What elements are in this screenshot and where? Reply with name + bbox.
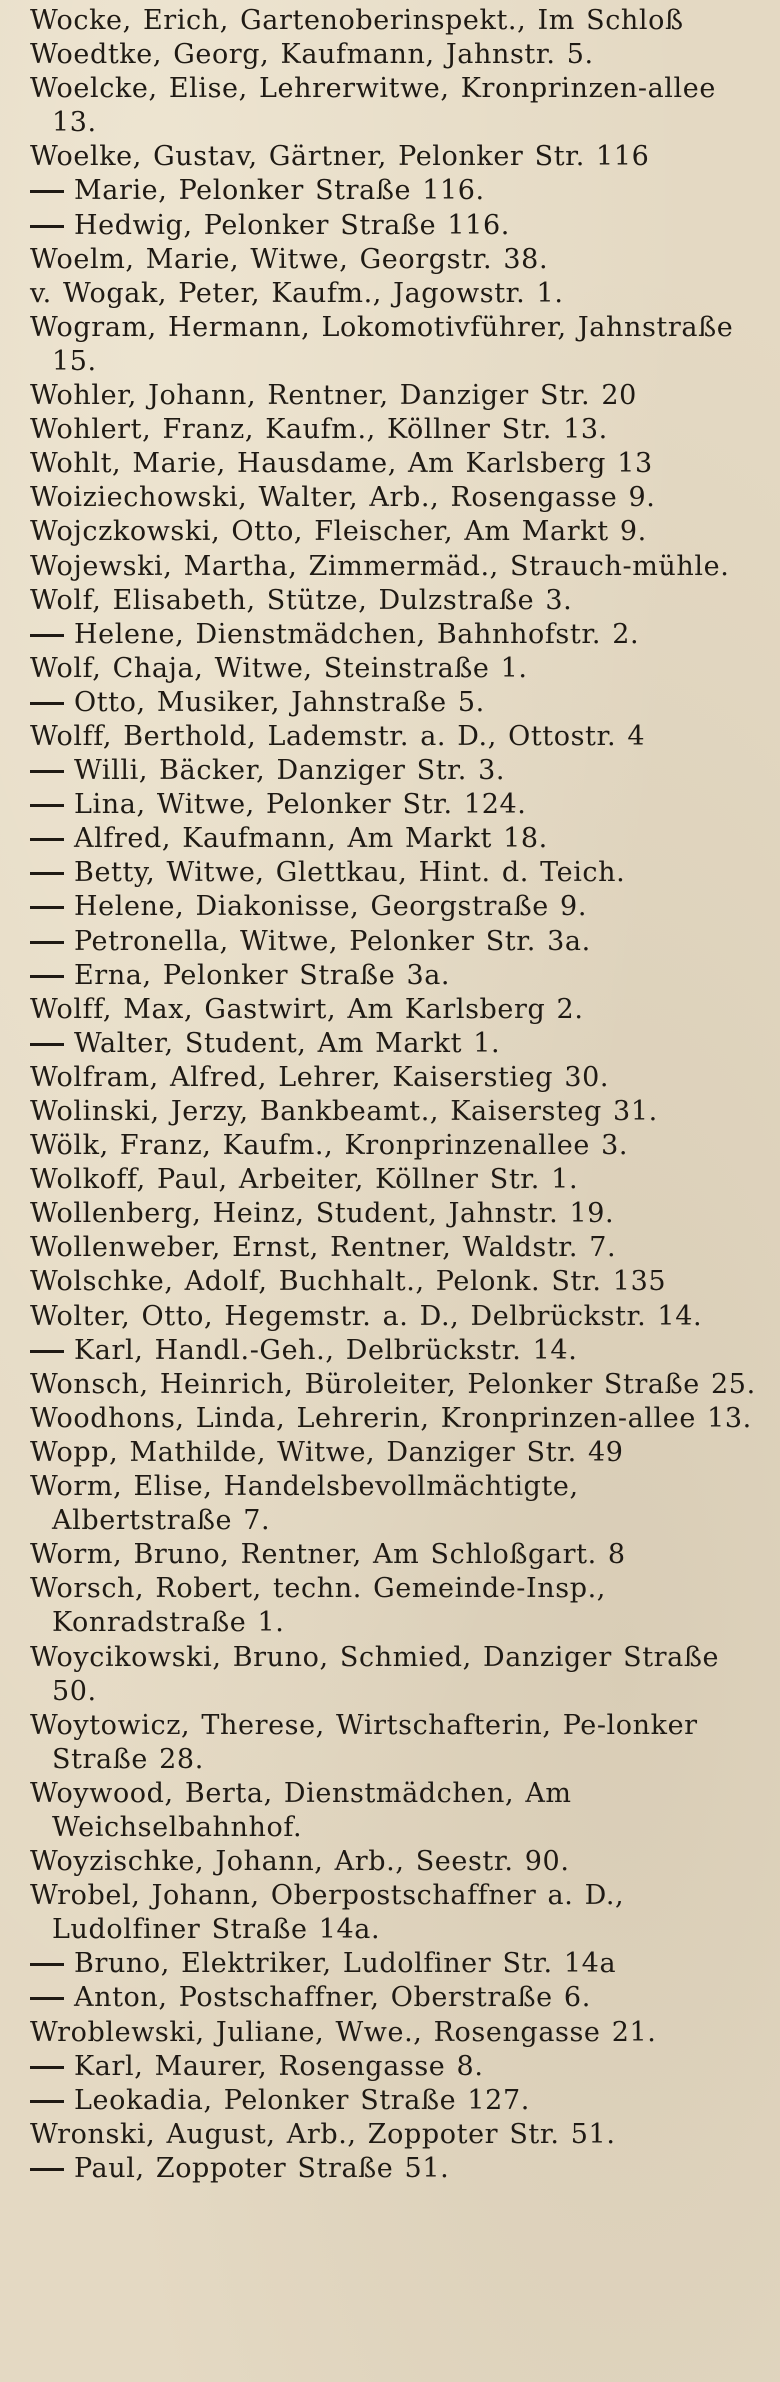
- directory-entry: [30, 1095, 766, 1129]
- directory-entry: [30, 1231, 766, 1265]
- entry-text: Wopp, Mathilde, Witwe, Danziger Str. 49: [30, 1436, 624, 1468]
- directory-entry: [30, 2118, 766, 2152]
- directory-entry: [30, 959, 766, 993]
- entry-text: Otto, Musiker, Jahnstraße 5.: [74, 686, 485, 718]
- directory-entry: [30, 174, 766, 208]
- entry-text: Wojewski, Martha, Zimmermäd., Strauch-mühle.: [30, 550, 730, 582]
- entry-text: v. Wogak, Peter, Kaufm., Jagowstr. 1.: [30, 277, 564, 309]
- entry-text: Leokadia, Pelonker Straße 127.: [74, 2084, 530, 2116]
- directory-entry: [30, 550, 766, 584]
- entry-text: Wolinski, Jerzy, Bankbeamt., Kaisersteg 31.: [30, 1096, 658, 1127]
- directory-entry: [30, 822, 766, 856]
- entry-text: Wohlert, Franz, Kaufm., Köllner Str. 13.: [30, 414, 608, 446]
- ditto-dash: [30, 925, 74, 959]
- directory-entry: [30, 925, 766, 959]
- entry-text: Erna, Pelonker Straße 3a.: [74, 959, 451, 991]
- directory-entry: [30, 243, 766, 277]
- directory-entry: [30, 993, 766, 1027]
- entry-text: Lina, Witwe, Pelonker Str. 124.: [74, 789, 527, 821]
- entry-text: Wojczkowski, Otto, Fleischer, Am Markt 9.: [30, 516, 647, 548]
- directory-entry: [30, 1300, 766, 1334]
- directory-entry: [30, 1265, 766, 1299]
- directory-entry: [30, 4, 766, 38]
- entry-text: Woelcke, Elise, Lehrerwitwe, Kronprinzen-allee 13.: [30, 73, 716, 139]
- directory-entry: [30, 2084, 766, 2118]
- entry-text: Karl, Maurer, Rosengasse 8.: [74, 2050, 484, 2082]
- entry-text: Wolff, Max, Gastwirt, Am Karlsberg 2.: [30, 993, 584, 1025]
- entry-text: Woytowicz, Therese, Wirtschafterin, Pe-lonker Straße 28.: [30, 1709, 698, 1775]
- entry-text: Wolkoff, Paul, Arbeiter, Köllner Str. 1.: [30, 1164, 579, 1196]
- directory-entry-list: [30, 4, 766, 2186]
- entry-text: Wogram, Hermann, Lokomotivführer, Jahnstraße 15.: [30, 311, 734, 377]
- entry-text: Worm, Elise, Handelsbevollmächtigte, Albertstraße 7.: [30, 1471, 579, 1537]
- directory-entry: [30, 277, 766, 311]
- entry-text: Paul, Zoppoter Straße 51.: [74, 2152, 450, 2184]
- ditto-dash: [30, 754, 74, 788]
- entry-text: Petronella, Witwe, Pelonker Str. 3a.: [74, 925, 591, 957]
- entry-text: Wolschke, Adolf, Buchhalt., Pelonk. Str. 135: [30, 1266, 667, 1298]
- directory-entry: [30, 754, 766, 788]
- entry-text: Wolf, Elisabeth, Stütze, Dulzstraße 3.: [30, 584, 573, 616]
- entry-text: Hedwig, Pelonker Straße 116.: [74, 209, 510, 241]
- directory-entry: [30, 311, 766, 379]
- directory-entry: [30, 1777, 766, 1845]
- directory-entry: [30, 1879, 766, 1947]
- directory-entry: [30, 1538, 766, 1572]
- ditto-dash: [30, 2050, 74, 2084]
- entry-text: Wrobel, Johann, Oberpostschaffner a. D., Ludolfiner Straße 14a.: [30, 1880, 625, 1946]
- ditto-dash: [30, 856, 74, 890]
- directory-entry: [30, 1470, 766, 1538]
- directory-entry: [30, 38, 766, 72]
- entry-text: Karl, Handl.-Geh., Delbrückstr. 14.: [74, 1334, 578, 1366]
- entry-text: Wollenberg, Heinz, Student, Jahnstr. 19.: [30, 1198, 615, 1230]
- entry-text: Wohler, Johann, Rentner, Danziger Str. 20: [30, 380, 637, 412]
- entry-text: Worm, Bruno, Rentner, Am Schloßgart. 8: [30, 1539, 626, 1571]
- entry-text: Wocke, Erich, Gartenoberinspekt., Im Schloß: [30, 5, 684, 36]
- ditto-dash: [30, 618, 74, 652]
- entry-text: Wolf, Chaja, Witwe, Steinstraße 1.: [30, 652, 528, 684]
- entry-text: Woedtke, Georg, Kaufmann, Jahnstr. 5.: [30, 39, 594, 71]
- directory-entry: [30, 413, 766, 447]
- entry-text: Wolter, Otto, Hegemstr. a. D., Delbrückstr. 14.: [30, 1300, 703, 1332]
- ditto-dash: [30, 822, 74, 856]
- directory-entry: [30, 1368, 766, 1402]
- directory-entry: [30, 1981, 766, 2015]
- directory-entry: [30, 1947, 766, 1981]
- directory-entry: [30, 2016, 766, 2050]
- directory-entry: [30, 618, 766, 652]
- directory-entry: [30, 2050, 766, 2084]
- entry-text: Woywood, Berta, Dienstmädchen, Am Weichselbahnhof.: [30, 1777, 572, 1843]
- directory-entry: [30, 515, 766, 549]
- entry-text: Willi, Bäcker, Danziger Str. 3.: [74, 755, 506, 787]
- directory-entry: [30, 890, 766, 924]
- directory-entry: [30, 481, 766, 515]
- directory-entry: [30, 209, 766, 243]
- directory-entry: [30, 1641, 766, 1709]
- ditto-dash: [30, 1027, 74, 1061]
- directory-entry: [30, 1334, 766, 1368]
- ditto-dash: [30, 890, 74, 924]
- entry-text: Woyzischke, Johann, Arb., Seestr. 90.: [30, 1846, 570, 1878]
- directory-entry: [30, 1402, 766, 1436]
- directory-entry: [30, 1163, 766, 1197]
- directory-entry: [30, 1572, 766, 1640]
- entry-text: Woycikowski, Bruno, Schmied, Danziger Straße 50.: [30, 1641, 720, 1707]
- entry-text: Wolff, Berthold, Lademstr. a. D., Ottostr. 4: [30, 720, 646, 752]
- entry-text: Alfred, Kaufmann, Am Markt 18.: [74, 823, 548, 855]
- ditto-dash: [30, 2084, 74, 2118]
- directory-entry: [30, 1197, 766, 1231]
- directory-entry: [30, 720, 766, 754]
- directory-entry: [30, 140, 766, 174]
- entry-text: Woiziechowski, Walter, Arb., Rosengasse 9.: [30, 482, 656, 514]
- directory-entry: [30, 447, 766, 481]
- directory-entry: [30, 2152, 766, 2186]
- ditto-dash: [30, 1981, 74, 2015]
- entry-text: Wohlt, Marie, Hausdame, Am Karlsberg 13: [30, 448, 653, 480]
- entry-text: Wolfram, Alfred, Lehrer, Kaiserstieg 30.: [30, 1061, 610, 1093]
- directory-entry: [30, 584, 766, 618]
- directory-entry: [30, 1436, 766, 1470]
- ditto-dash: [30, 209, 74, 243]
- entry-text: Woelke, Gustav, Gärtner, Pelonker Str. 116: [30, 141, 650, 173]
- directory-entry: [30, 1027, 766, 1061]
- ditto-dash: [30, 1947, 74, 1981]
- entry-text: Woelm, Marie, Witwe, Georgstr. 38.: [30, 243, 549, 275]
- directory-entry: [30, 1709, 766, 1777]
- entry-text: Helene, Dienstmädchen, Bahnhofstr. 2.: [74, 618, 640, 650]
- ditto-dash: [30, 174, 74, 208]
- directory-entry: [30, 1845, 766, 1879]
- entry-text: Wroblewski, Juliane, Wwe., Rosengasse 21.: [30, 2016, 657, 2048]
- ditto-dash: [30, 2152, 74, 2186]
- directory-entry: [30, 72, 766, 140]
- entry-text: Betty, Witwe, Glettkau, Hint. d. Teich.: [74, 857, 626, 889]
- entry-text: Anton, Postschaffner, Oberstraße 6.: [74, 1982, 591, 2014]
- directory-entry: [30, 686, 766, 720]
- entry-text: Wölk, Franz, Kaufm., Kronprinzenallee 3.: [30, 1130, 629, 1162]
- directory-entry: [30, 1061, 766, 1095]
- ditto-dash: [30, 686, 74, 720]
- directory-entry: [30, 379, 766, 413]
- directory-entry: [30, 1129, 766, 1163]
- entry-text: Wollenweber, Ernst, Rentner, Waldstr. 7.: [30, 1232, 617, 1264]
- ditto-dash: [30, 788, 74, 822]
- entry-text: Woodhons, Linda, Lehrerin, Kronprinzen-allee 13.: [30, 1402, 752, 1434]
- directory-entry: [30, 652, 766, 686]
- entry-text: Helene, Diakonisse, Georgstraße 9.: [74, 891, 588, 923]
- entry-text: Wonsch, Heinrich, Büroleiter, Pelonker Straße 25.: [30, 1368, 756, 1400]
- entry-text: Walter, Student, Am Markt 1.: [74, 1027, 501, 1059]
- ditto-dash: [30, 959, 74, 993]
- ditto-dash: [30, 1334, 74, 1368]
- entry-text: Wronski, August, Arb., Zoppoter Str. 51.: [30, 2118, 616, 2150]
- directory-entry: [30, 856, 766, 890]
- entry-text: Bruno, Elektriker, Ludolfiner Str. 14a: [74, 1948, 617, 1980]
- entry-text: Marie, Pelonker Straße 116.: [74, 175, 485, 207]
- directory-entry: [30, 788, 766, 822]
- entry-text: Worsch, Robert, techn. Gemeinde-Insp., Konradstraße 1.: [30, 1573, 606, 1639]
